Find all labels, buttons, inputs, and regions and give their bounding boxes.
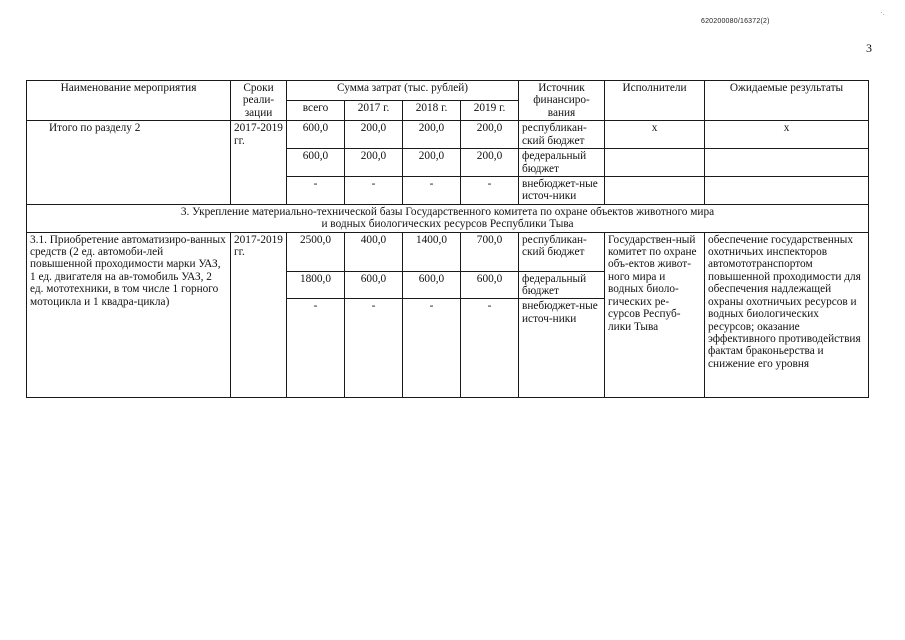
corner-mark: ·.: [880, 8, 885, 17]
section-heading-row: [27, 204, 869, 232]
block1-2017: 200,0: [345, 121, 403, 149]
block1-executors-empty: [605, 149, 705, 177]
header-term: Сроки реали-зации: [231, 81, 287, 121]
block2-2019: 700,0: [461, 232, 519, 271]
block1-source: внебюджет-ные источ-ники: [519, 176, 605, 204]
block1-source: федеральный бюджет: [519, 149, 605, 177]
block2-2017: 600,0: [345, 271, 403, 299]
header-executors: Исполнители: [605, 81, 705, 121]
block1-executors-empty: [605, 176, 705, 204]
block2-total: -: [287, 299, 345, 398]
page-number: 3: [866, 41, 872, 55]
block2-total: 2500,0: [287, 232, 345, 271]
block2-source: республикан-ский бюджет: [519, 232, 605, 271]
block1-total: -: [287, 176, 345, 204]
header-sum: Сумма затрат (тыс. рублей): [287, 81, 519, 101]
header-2019: 2019 г.: [461, 101, 519, 121]
block1-2018: 200,0: [403, 149, 461, 177]
header-total: всего: [287, 101, 345, 121]
block1-results-empty: [705, 176, 869, 204]
table-row: [27, 232, 869, 271]
header-2017: 2017 г.: [345, 101, 403, 121]
section-heading: 3. Укрепление материально-технической базы Государственного комитета по охране объектов животного мира и водных биологических ресурсов Республики Тыва: [27, 204, 869, 232]
block2-2019: -: [461, 299, 519, 398]
header-2018: 2018 г.: [403, 101, 461, 121]
block2-2019: 600,0: [461, 271, 519, 299]
header-name: Наименование мероприятия: [27, 81, 231, 121]
block1-executors: x: [605, 121, 705, 149]
block1-results-empty: [705, 149, 869, 177]
block2-term: 2017-2019 гг.: [231, 232, 287, 398]
block1-total: 600,0: [287, 121, 345, 149]
block1-2017: 200,0: [345, 149, 403, 177]
table-row: [27, 121, 869, 149]
block2-2018: -: [403, 299, 461, 398]
block2-2018: 1400,0: [403, 232, 461, 271]
block2-source: внебюджет-ные источ-ники: [519, 299, 605, 398]
block2-total: 1800,0: [287, 271, 345, 299]
document-number: 620200080/16372(2): [701, 18, 770, 25]
block1-2019: 200,0: [461, 149, 519, 177]
block1-2017: -: [345, 176, 403, 204]
block2-executors: Государствен-ный комитет по охране объ-ектов живот-ного мира и водных биоло-гических ре-сурсов Респуб-лики Тыва: [605, 232, 705, 398]
block2-results: обеспечение государственных охотничьих инспекторов автомототранспортом повышенной проходимости для обеспечения надлежащей охраны охотничьих ресурсов и водных биологических ресурсов; оказание эффективного противодействия фактам браконьерства и снижение его уровня: [705, 232, 869, 398]
block2-2017: -: [345, 299, 403, 398]
block1-name: Итого по разделу 2: [27, 121, 231, 205]
block1-2018: -: [403, 176, 461, 204]
block1-2019: 200,0: [461, 121, 519, 149]
header-row: [27, 81, 869, 101]
measures-table: [26, 80, 869, 398]
block1-term: 2017-2019 гг.: [231, 121, 287, 205]
header-source: Источник финансиро-вания: [519, 81, 605, 121]
header-results: Ожидаемые результаты: [705, 81, 869, 121]
block1-2019: -: [461, 176, 519, 204]
block2-source: федеральный бюджет: [519, 271, 605, 299]
block1-total: 600,0: [287, 149, 345, 177]
block2-2017: 400,0: [345, 232, 403, 271]
block1-2018: 200,0: [403, 121, 461, 149]
block1-source: республикан-ский бюджет: [519, 121, 605, 149]
block1-results: x: [705, 121, 869, 149]
block2-2018: 600,0: [403, 271, 461, 299]
block2-name: 3.1. Приобретение автоматизиро-ванных средств (2 ед. автомоби-лей повышенной проходимости марки УАЗ, 1 ед. двигателя на ав-томобиль УАЗ, 2 ед. мототехники, в том числе 1 горного мотоцикла и 1 квадра-цикла): [27, 232, 231, 398]
